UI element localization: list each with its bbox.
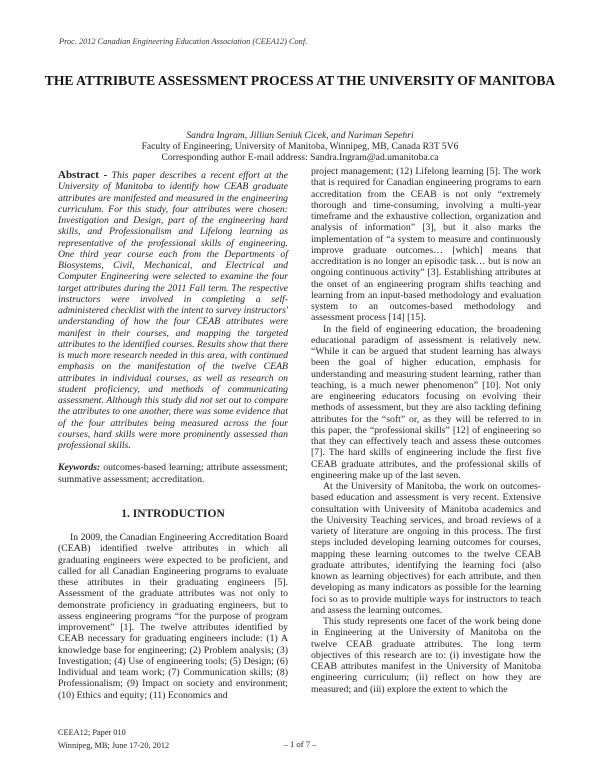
paragraph: This study represents one facet of the work being done in Engineering at the University of Manitoba on the twelve CEAB graduate attributes. The long term objectives of this research are to: (i) investigate how the CEAB attributes manifest in the University of Manitoba engineering curriculum; (ii) reflect on how they are measured; and (iii) explore the extent to which the — [311, 616, 541, 695]
paper-title: THE ATTRIBUTE ASSESSMENT PROCESS AT THE UNIVERSITY OF MANITOBA — [44, 73, 556, 88]
keywords-label: Keywords: — [58, 462, 101, 474]
abstract-text: This paper describes a recent effort at the University of Manitoba to identify how CEAB graduate attributes are manifested and measured in the engineering curriculum. For this study, four attributes were chosen: Investigation and Design, part of the engineering hard skills, and Professionalism and Lifelong learning as representative of the professional skills of engineering. One third year course each from the Departments of Biosystems, Civil, Mechanical, and Electrical and Computer Engineering were selected to examine the four target attributes during the 2011 Fall term. The respective instructors were involved in completing a self-administered checklist with the intent to survey instructors' understanding of how the four CEAB attributes were manifest in their courses, and mapping the targeted attributes to the identified courses. Results show that there is much more research needed in this area, with continued emphasis on the manifestation of the twelve CEAB attributes in individual courses, as well as research on student proficiency, and methods of communicating assessment. Although this study did not set out to compare the attributes to one another, there was some evidence that of the four attributes being measured across the four courses, hard skills were more prominently assessed than professional skills. — [58, 170, 289, 451]
left-column — [58, 170, 288, 701]
paragraph: At the University of Manitoba, the work on outcomes-based education and assessment is very recent. Extensive consultation with University of Manitoba academics and the University Teaching services, and broad reviews of a variety of literature are ongoing in this process. The first steps included developing learning outcomes for courses, mapping these learning outcomes to the twelve CEAB graduate attributes, identifying the learning foci (also known as learning objectives) for each attribute, and then developing as many indicators as possible for the learning foci so as to provide multiple ways for instructors to teach and assess the learning outcomes. — [311, 481, 541, 616]
right-column — [311, 166, 541, 695]
paragraph: In the field of engineering education, the broadening educational paradigm of assessment is relatively new. “While it can be argued that student learning has always been the goal of higher education, emphasis for understanding and measuring student learning, rather than teaching, is a much newer phenomenon” [10]. Not only are engineering educators focusing on evolving their methods of assessment, but they are also tackling defining attributes for the “soft” or, as they will be referred to in this paper, the “professional skills” [12] of engineering so that they can effectively teach and assess these outcomes [7]. The hard skills of engineering include the first five CEAB graduate attributes, and the professional skills of engineering make up of the last seven. — [311, 323, 541, 481]
section-heading: 1. INTRODUCTION — [121, 507, 225, 520]
author-names: Sandra Ingram, Jillian Seniuk Cicek, and Nariman Sepehri — [186, 130, 414, 141]
abstract-label: Abstract - — [58, 169, 108, 181]
abstract — [58, 170, 288, 451]
running-header: Proc. 2012 Canadian Engineering Education Association (CEEA12) Conf. — [59, 37, 308, 46]
paragraph: In 2009, the Canadian Engineering Accreditation Board (CEAB) identified twelve attributes in which all graduating engineers were expected to be proficient, and called for all Canadian Engineering programs to evaluate these attributes in their graduating engineers [5]. Assessment of the graduate attributes was not only to demonstrate proficiency in graduating engineers, but to assess engineering programs “for the purpose of program improvement” [1]. The twelve attributes identified by CEAB necessary for graduating engineers include: (1) A knowledge base for engineering; (2) Problem analysis; (3) Investigation; (4) Use of engineering tools; (5) Design; (6) Individual and team work; (7) Communication skills; (8) Professionalism; (9) Impact on society and environment; (10) Ethics and equity; (11) Economics and — [58, 532, 288, 701]
page-number: – 1 of 7 – — [283, 739, 317, 749]
footer-venue: Winnipeg, MB; June 17-20, 2012 — [58, 741, 170, 750]
affiliation: Faculty of Engineering, University of Manitoba, Winnipeg, MB, Canada R3T 5V6 — [141, 141, 459, 152]
keywords-text: outcomes-based learning; attribute assessment; summative assessment; accreditation. — [58, 462, 288, 485]
author-block — [40, 130, 560, 163]
footer-paper-id: CEEA12; Paper 010 — [58, 728, 126, 737]
contact-email: Corresponding author E-mail address: Sandra.Ingram@ad.umanitoba.ca — [161, 152, 439, 163]
paragraph: project management; (12) Lifelong learning [5]. The work that is required for Canadian engineering programs to earn accreditation from the CEAB is not only “extremely thorough and time-consuming, involving a multi-year timeframe and the exhaustive collection, organization and analysis of information” [3], but it also marks the implementation of “a system to measure and continuously improve graduate outcomes… [which] means that accreditation is no longer an episodic task… but is now an ongoing continuous activity” [3]. Establishing attributes at the onset of an engineering program shifts teaching and learning from an input-based methodology and evaluation system to an outcomes-based methodology and assessment process [14] [15]. — [311, 166, 541, 324]
keywords — [58, 462, 288, 485]
